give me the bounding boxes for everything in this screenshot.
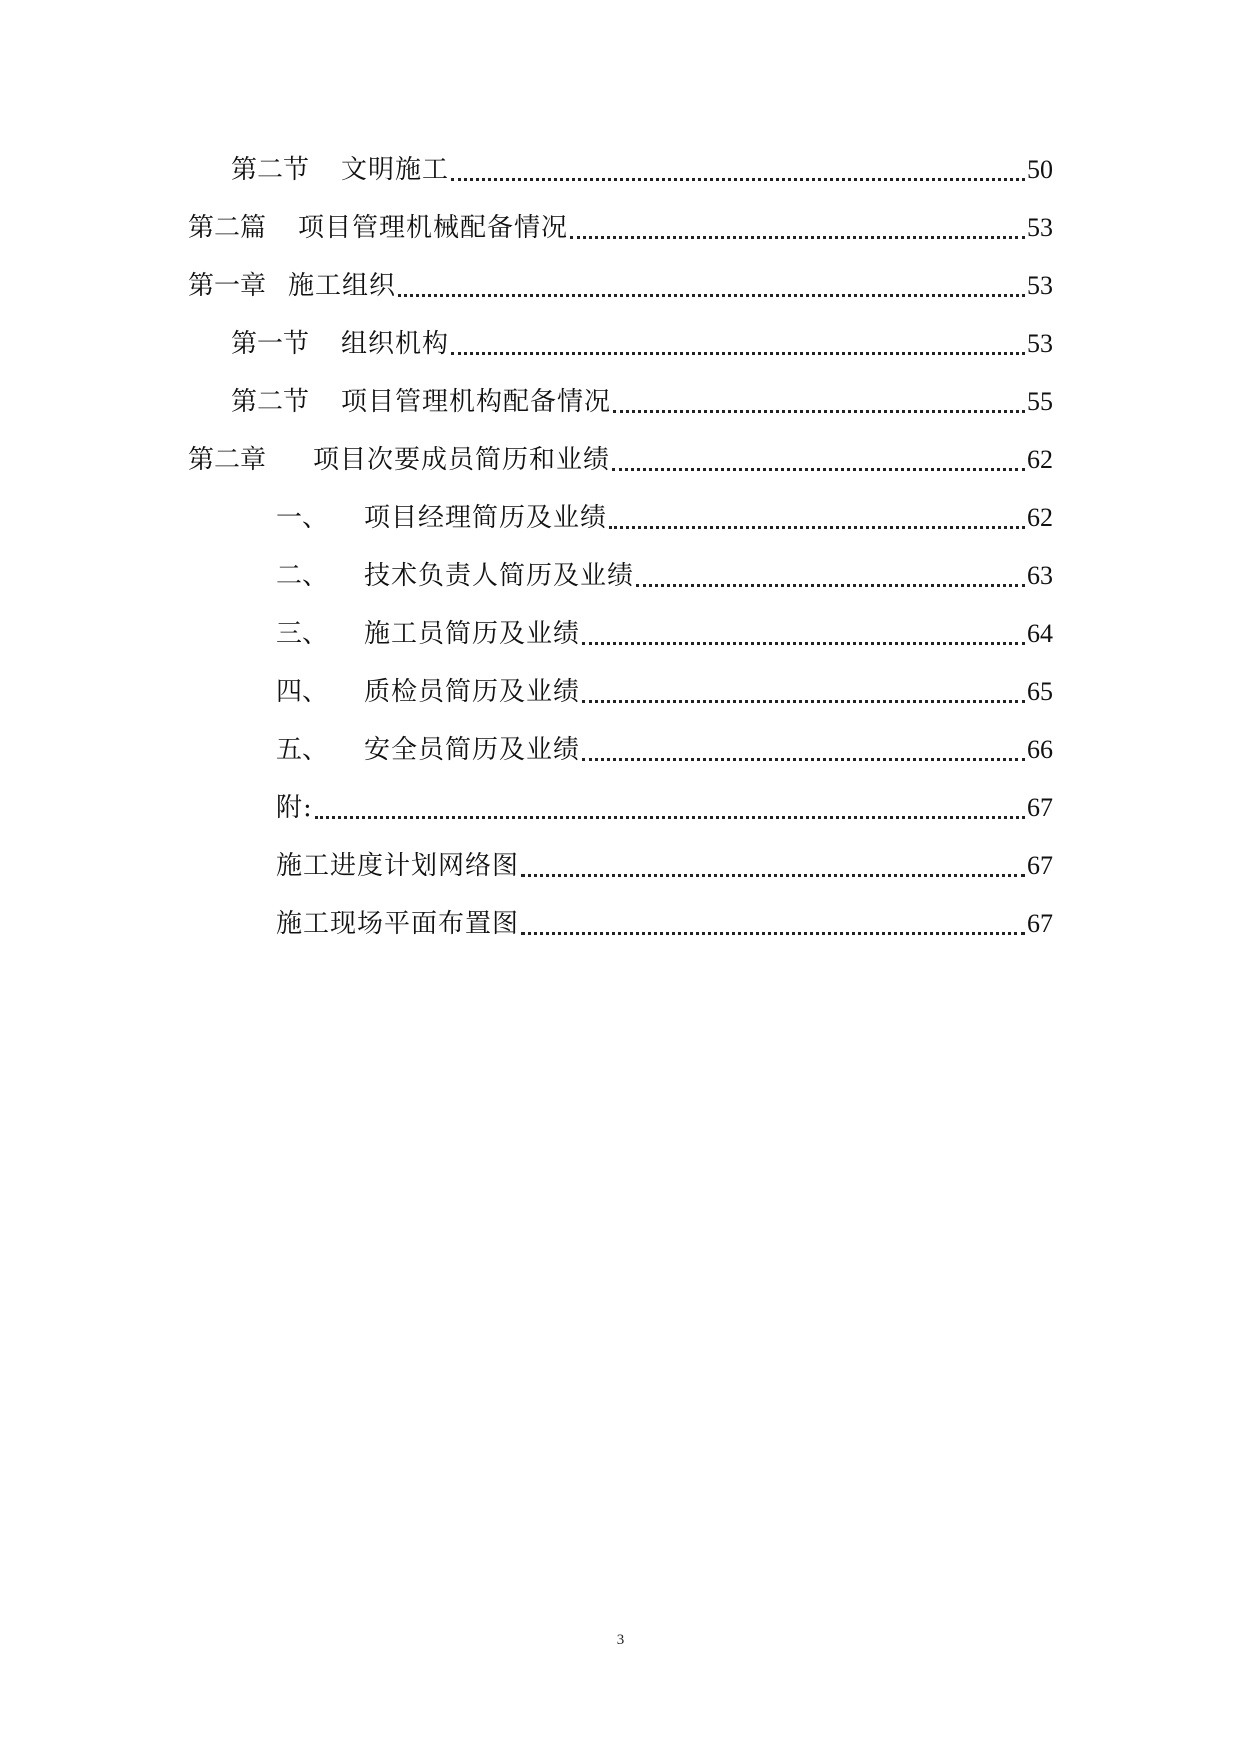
toc-entry-page: 65 <box>1027 677 1053 706</box>
toc-entry-title: 技术负责人简历及业绩 <box>364 561 635 591</box>
toc-entry[interactable] <box>188 268 1053 304</box>
toc-entry[interactable] <box>276 500 1053 536</box>
toc-entry-title: 组织机构 <box>341 329 450 359</box>
toc-entry[interactable] <box>231 384 1053 420</box>
toc-entry[interactable] <box>276 674 1053 710</box>
toc-entry[interactable] <box>276 790 1053 826</box>
toc-entry-title: 项目管理机械配备情况 <box>298 213 569 243</box>
toc-leader-dots <box>609 500 1025 536</box>
toc-entry-number: 一、 <box>276 503 329 533</box>
toc-entry-page: 67 <box>1027 909 1053 938</box>
toc-entry-number: 第二节 <box>231 387 310 417</box>
page-number: 3 <box>616 1632 625 1648</box>
toc-leader-dots <box>315 790 1025 826</box>
toc-entry-page: 67 <box>1027 851 1053 880</box>
toc-entry-page: 50 <box>1027 155 1053 184</box>
toc-leader-dots <box>582 732 1025 768</box>
toc-entry-page: 62 <box>1027 445 1053 474</box>
toc-entry[interactable] <box>188 442 1053 478</box>
toc-leader-dots <box>612 442 1025 478</box>
toc-entry-number: 五、 <box>276 735 329 765</box>
toc-entry[interactable] <box>276 558 1053 594</box>
toc-entry[interactable] <box>188 210 1053 246</box>
toc-leader-dots <box>521 906 1025 942</box>
toc-entry-title: 附: <box>276 793 313 823</box>
toc-entry-title: 施工现场平面布置图 <box>276 909 520 939</box>
toc-entry-title: 安全员简历及业绩 <box>364 735 581 765</box>
toc-entry-title: 文明施工 <box>341 155 450 185</box>
toc-entry-page: 53 <box>1027 271 1053 300</box>
toc-leader-dots <box>451 326 1025 362</box>
toc-entry-title: 项目次要成员简历和业绩 <box>313 445 611 475</box>
toc-entry-number: 第二章 <box>188 445 267 475</box>
toc-leader-dots <box>613 384 1025 420</box>
toc-entry-page: 53 <box>1027 329 1053 358</box>
toc-leader-dots <box>582 674 1025 710</box>
toc-entry[interactable] <box>231 326 1053 362</box>
toc-leader-dots <box>636 558 1025 594</box>
toc-entry-number: 第一节 <box>231 329 310 359</box>
toc-entry-number: 三、 <box>276 619 329 649</box>
toc-entry-title: 项目经理简历及业绩 <box>364 503 608 533</box>
toc-entry-page: 63 <box>1027 561 1053 590</box>
toc-entry-number: 二、 <box>276 561 329 591</box>
toc-entry[interactable] <box>276 616 1053 652</box>
toc-entry-title: 质检员简历及业绩 <box>364 677 581 707</box>
toc-entry-page: 55 <box>1027 387 1053 416</box>
toc-entry[interactable] <box>276 848 1053 884</box>
toc-entry[interactable] <box>231 152 1053 188</box>
toc-leader-dots <box>398 268 1025 304</box>
toc-entry-number: 第一章 <box>188 271 267 301</box>
toc-entry[interactable] <box>276 906 1053 942</box>
toc-entry-title: 施工组织 <box>288 271 397 301</box>
toc-entry-title: 项目管理机构配备情况 <box>341 387 612 417</box>
toc-entry-number: 第二节 <box>231 155 310 185</box>
toc-leader-dots <box>521 848 1025 884</box>
toc-leader-dots <box>582 616 1025 652</box>
toc-entry-page: 67 <box>1027 793 1053 822</box>
toc-entry[interactable] <box>276 732 1053 768</box>
toc-entry-number: 第二篇 <box>188 213 267 243</box>
toc-entry-title: 施工员简历及业绩 <box>364 619 581 649</box>
toc-leader-dots <box>570 210 1025 246</box>
toc-entry-page: 66 <box>1027 735 1053 764</box>
toc-entry-number: 四、 <box>276 677 329 707</box>
toc-entry-title: 施工进度计划网络图 <box>276 851 520 881</box>
toc-leader-dots <box>451 152 1025 188</box>
toc-entry-page: 53 <box>1027 213 1053 242</box>
toc-entry-page: 64 <box>1027 619 1053 648</box>
toc-entry-page: 62 <box>1027 503 1053 532</box>
